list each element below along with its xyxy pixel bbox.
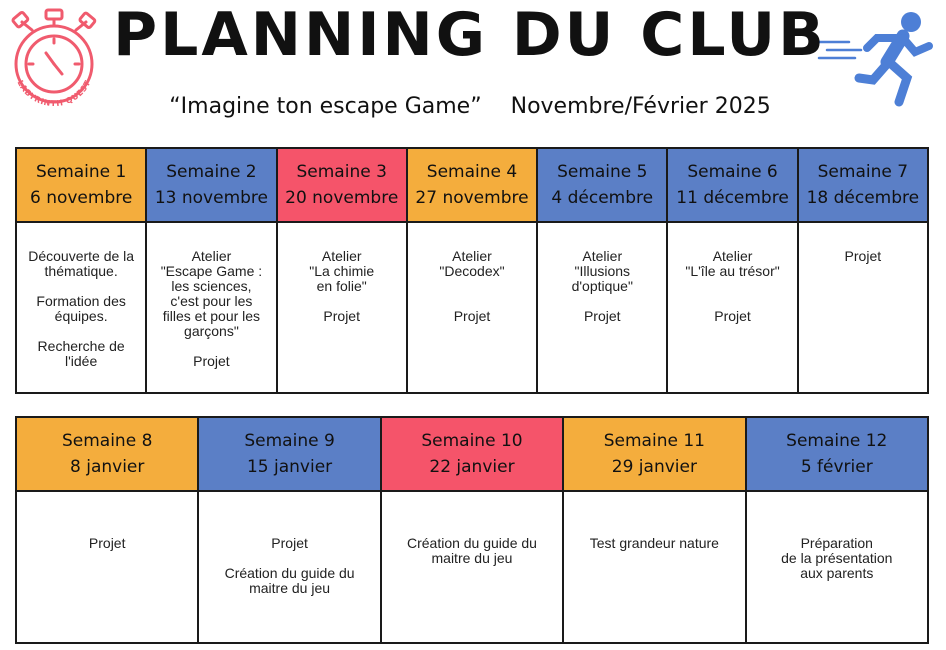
week-content-11: Test grandeur nature bbox=[563, 491, 745, 643]
week-content-3: Atelier "La chimie en folie" Projet bbox=[277, 222, 407, 393]
week-content-5: Atelier "Illusions d'optique" Projet bbox=[537, 222, 667, 393]
schedule-table-january-february bbox=[15, 416, 929, 644]
week-header-11: Semaine 11 29 janvier bbox=[563, 417, 745, 491]
subtitle-period: Novembre/Février 2025 bbox=[510, 94, 771, 119]
week-content-12: Préparation de la présentation aux parents bbox=[746, 491, 928, 643]
week-content-row bbox=[16, 491, 928, 643]
week-header-9: Semaine 9 15 janvier bbox=[198, 417, 380, 491]
week-header-10: Semaine 10 22 janvier bbox=[381, 417, 563, 491]
week-header-8: Semaine 8 8 janvier bbox=[16, 417, 198, 491]
week-header-4: Semaine 4 27 novembre bbox=[407, 148, 537, 222]
week-header-row bbox=[16, 417, 928, 491]
page-subtitle bbox=[110, 92, 830, 122]
week-content-9: Projet Création du guide du maitre du jeu bbox=[198, 491, 380, 643]
week-content-6: Atelier "L'île au trésor" Projet bbox=[667, 222, 797, 393]
week-content-8: Projet bbox=[16, 491, 198, 643]
stopwatch-icon bbox=[2, 4, 106, 114]
subtitle-quote: “Imagine ton escape Game” bbox=[169, 94, 482, 119]
week-content-1: Découverte de la thématique. Formation des équipes. Recherche de l'idée bbox=[16, 222, 146, 393]
page-title: PLANNING DU CLUB bbox=[113, 0, 827, 70]
week-header-2: Semaine 2 13 novembre bbox=[146, 148, 276, 222]
schedule-table-november-december bbox=[15, 147, 929, 394]
week-content-2: Atelier "Escape Game : les sciences, c'est pour les filles et pour les garçons" Projet bbox=[146, 222, 276, 393]
runner-icon bbox=[815, 8, 943, 108]
week-header-6: Semaine 6 11 décembre bbox=[667, 148, 797, 222]
week-content-row bbox=[16, 222, 928, 393]
week-header-3: Semaine 3 20 novembre bbox=[277, 148, 407, 222]
week-content-7: Projet bbox=[798, 222, 928, 393]
week-header-1: Semaine 1 6 novembre bbox=[16, 148, 146, 222]
week-content-10: Création du guide du maitre du jeu bbox=[381, 491, 563, 643]
week-header-7: Semaine 7 18 décembre bbox=[798, 148, 928, 222]
logo-text: LABYRINTH QUEST bbox=[15, 78, 93, 109]
week-header-row bbox=[16, 148, 928, 222]
week-content-4: Atelier "Decodex" Projet bbox=[407, 222, 537, 393]
week-header-5: Semaine 5 4 décembre bbox=[537, 148, 667, 222]
week-header-12: Semaine 12 5 février bbox=[746, 417, 928, 491]
